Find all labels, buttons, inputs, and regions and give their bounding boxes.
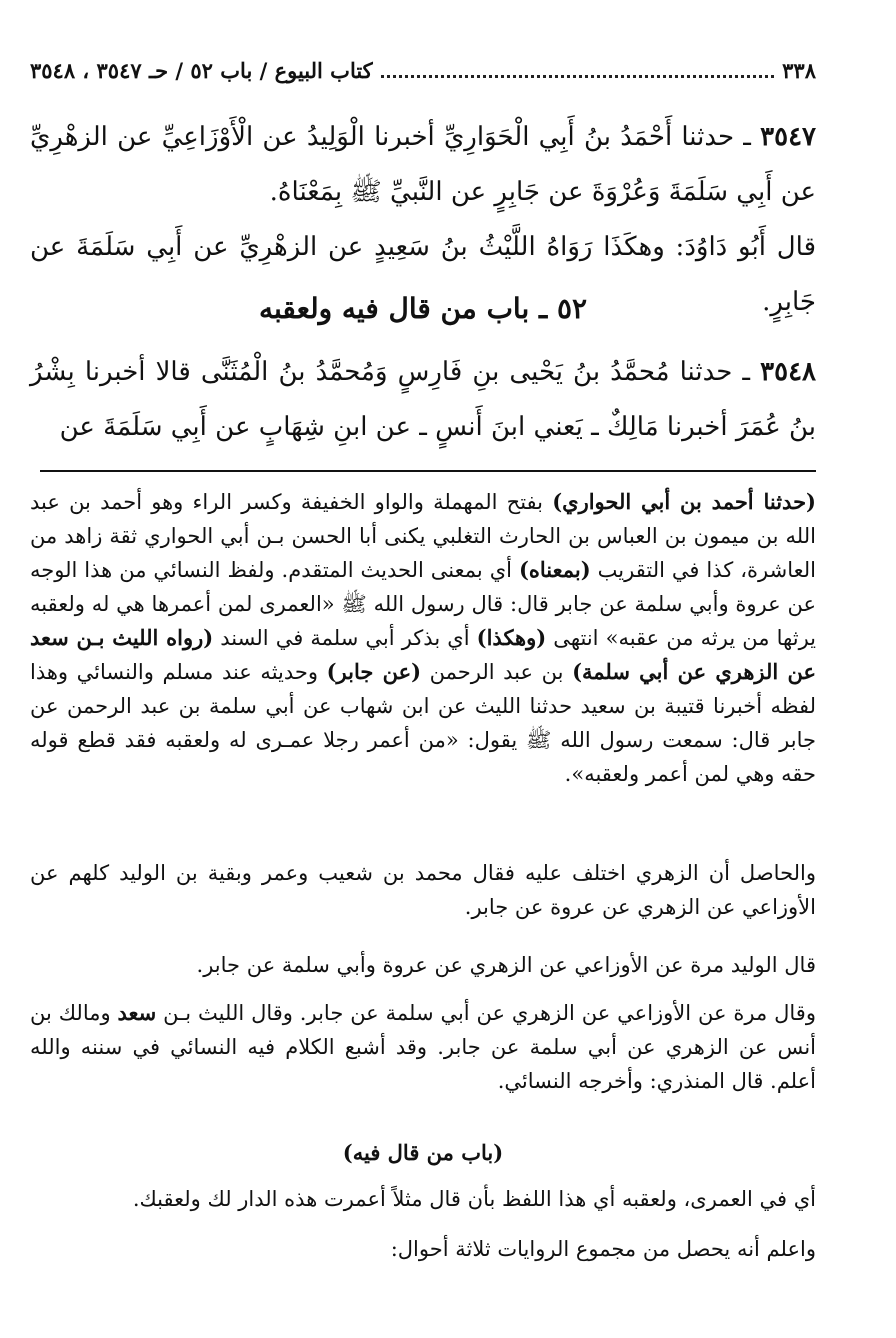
commentary-bold: (رواه الليث بـن سعد عن الزهري عن أبي سلمة) (30, 625, 816, 684)
chapter-title: من قال فيه ولعقبه (258, 292, 477, 325)
page-header (30, 52, 816, 88)
running-title: كتاب البيوع / باب ٥٢ / حـ ٣٥٤٧ ، ٣٥٤٨ (30, 57, 373, 83)
chapter-word: باب (486, 292, 530, 325)
abu-dawud-note: قال أَبُو دَاوُدَ: وهكَذَا رَوَاهُ اللَّيْثُ بنُ سَعِيدٍ عن الزهْرِيِّ عن أَبِي سَلَمَةَ عن جَابِرٍ. (30, 232, 816, 317)
commentary-bold: (حدثنا أحمد بن أبي الحواري) (552, 489, 816, 514)
commentary-subheading: (باب من قال فيه) (342, 1140, 504, 1165)
commentary-text: ومالك بن أنس عن الزهري عن أبي سلمة عن جابر. وقد أشبع الكلام فيه النسائي في سننه والله أعلم. قال المنذري: وأخرجه النسائي. (30, 1001, 816, 1093)
chapter-dash: ـ (539, 292, 548, 325)
commentary-paragraph (30, 485, 816, 791)
commentary-text: أي بذكر أبي سلمة في السند (213, 626, 477, 650)
hadith-text: ـ حدثنا مُحمَّدُ بنُ يَحْيى بنِ فَارِسٍ وَمُحمَّدُ بنُ الْمُثَنَّى قالا أخبرنا بِشْرُ بنُ عُمَرَ أخبرنا مَالِكٌ ـ يَعني ابنَ أَنسٍ ـ عن ابنِ شِهَابٍ عن أَبِي سَلَمَةَ عن (30, 357, 816, 442)
commentary-text: وحديثه عند مسلم والنسائي وهذا لفظه أخبرنا قتيبة بن سعيد حدثنا الليث عن ابن شهاب عن أبي سلمة بن عبد الرحمن عن جابر قال: سمعت رسول الله ﷺ يقول: «من أعمر رجلا عمـرى له ولعقبه فقد قطع قوله حقه وهي لمن أعمر ولعقبه». (30, 660, 816, 786)
commentary-paragraph (30, 996, 816, 1098)
hadith-3548 (30, 345, 816, 455)
commentary-bold: سعد (117, 1000, 157, 1025)
commentary-paragraph: والحاصل أن الزهري اختلف عليه فقال محمد بن شعيب وعمر وبقية بن الوليد كلهم عن الأوزاعي عن الزهري عن عروة عن جابر. (30, 861, 816, 919)
chapter-number: ٥٢ (556, 292, 588, 325)
commentary-text: بفتح المهملة والواو الخفيفة وكسر الراء وهو أحمد بن عبد الله بن ميمون بن العباس بن الحارث التغلبي يكنى أبا الحسن بـن أبي الحواري ثقة زاهد من العاشرة، كذا في التقريب (30, 490, 816, 582)
footnote-divider (40, 470, 816, 472)
page-number: ٣٣٨ (782, 57, 816, 83)
hadith-number: ٣٥٤٧ (760, 122, 816, 152)
commentary-paragraph: واعلم أنه يحصل من مجموع الروايات ثلاثة أحوال: (390, 1237, 816, 1261)
commentary-paragraph: قال الوليد مرة عن الأوزاعي عن الزهري عن عروة وأبي سلمة عن جابر. (196, 953, 816, 977)
commentary-text: أي بمعنى الحديث المتقدم. ولفظ النسائي من هذا الوجه عن عروة وأبي سلمة عن جابر قال: قال رسول الله ﷺ «العمرى لمن أعمرها هي له ولعقبه يرثها من يرثه من عقبه» انتهى (30, 558, 816, 650)
commentary-text: بن عبد الرحمن (421, 660, 573, 684)
hadith-number: ٣٥٤٨ (760, 357, 817, 387)
commentary-bold: (بمعناه) (518, 557, 591, 582)
commentary-bold: (وهكذا) (476, 625, 547, 650)
header-dotted-leader (381, 75, 774, 78)
commentary-paragraph: أي في العمرى، ولعقبه أي هذا اللفظ بأن قال مثلاً أعمرت هذه الدار لك ولعقبك. (132, 1187, 816, 1211)
chapter-heading (30, 284, 816, 334)
hadith-3547 (30, 110, 816, 220)
hadith-text: ـ حدثنا أَحْمَدُ بنُ أَبِي الْحَوَارِيِّ أخبرنا الْوَلِيدُ عن الْأَوْزَاعِيِّ عن الزهْرِيِّ عن أَبِي سَلَمَةَ وَعُرْوَةَ عن جَابِرٍ عن النَّبيِّ ﷺ بِمَعْنَاهُ. (30, 122, 816, 207)
commentary-bold: (عن جابر) (326, 659, 422, 684)
commentary-text: وقال مرة عن الأوزاعي عن الزهري عن أبي سلمة عن جابر. وقال الليث بـن (156, 1001, 816, 1025)
